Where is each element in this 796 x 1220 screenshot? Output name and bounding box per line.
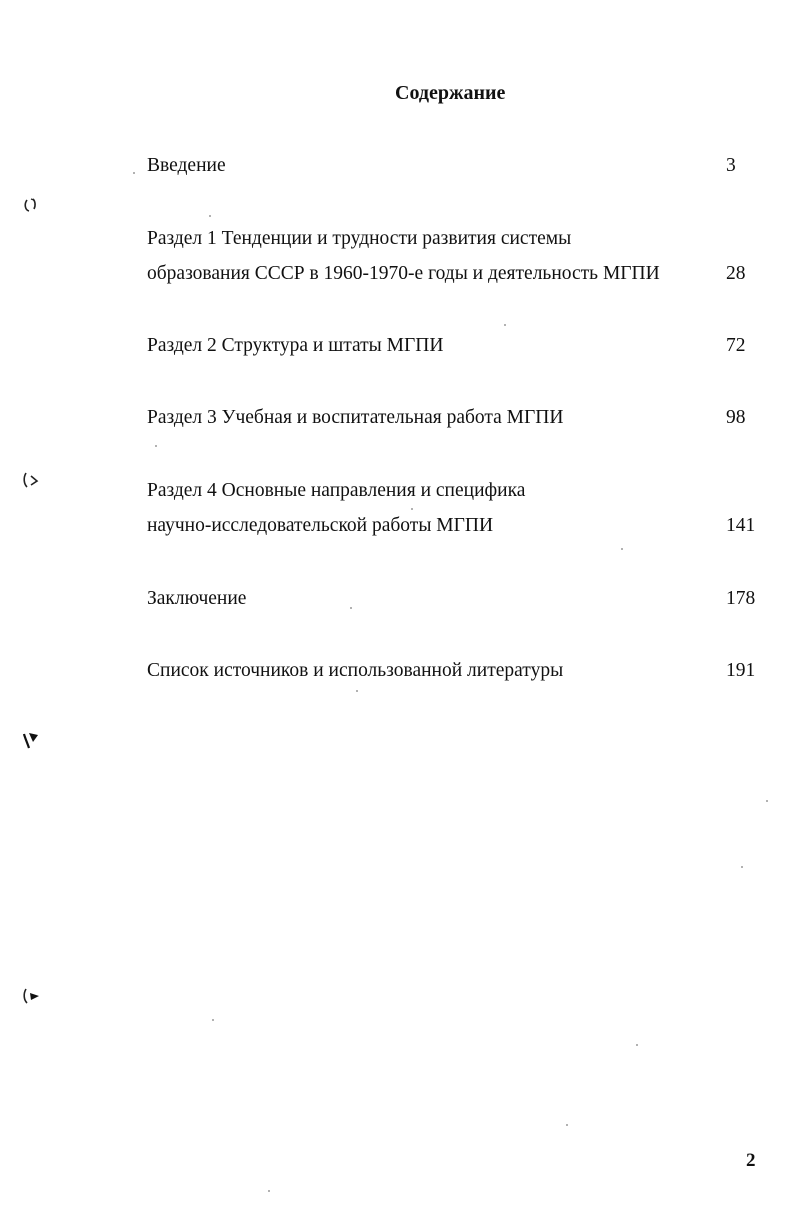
toc-entry-section-4-line-2: научно-исследовательской работы МГПИ	[147, 515, 494, 536]
binder-hole-mark-icon	[22, 986, 42, 1006]
scan-speck	[350, 607, 352, 609]
toc-title: Содержание	[395, 82, 506, 104]
scan-speck	[504, 324, 506, 326]
toc-entry-section-3-page: 98	[726, 407, 746, 428]
scan-speck	[155, 445, 157, 447]
scan-speck	[133, 172, 135, 174]
page-number: 2	[746, 1150, 756, 1171]
toc-entry-section-1-line-2: образования СССР в 1960-1970-е годы и деятельность МГПИ	[147, 263, 660, 284]
toc-entry-bibliography: Список источников и использованной литературы	[147, 660, 564, 681]
scan-speck	[636, 1044, 638, 1046]
toc-entry-section-4-page: 141	[726, 515, 756, 536]
scan-speck	[356, 690, 358, 692]
scan-speck	[212, 1019, 214, 1021]
scan-speck	[566, 1124, 568, 1126]
toc-entry-section-2-page: 72	[726, 335, 746, 356]
toc-entry-section-1-line-1: Раздел 1 Тенденции и трудности развития системы	[147, 228, 572, 249]
toc-entry-bibliography-page: 191	[726, 660, 756, 681]
toc-entry-conclusion: Заключение	[147, 588, 247, 609]
binder-hole-mark-icon	[22, 196, 42, 216]
binder-hole-mark-icon	[22, 730, 42, 750]
scan-speck	[411, 508, 413, 510]
scan-speck	[209, 215, 211, 217]
scan-speck	[621, 548, 623, 550]
scan-speck	[766, 800, 768, 802]
scan-speck	[741, 866, 743, 868]
binder-hole-mark-icon	[22, 470, 42, 490]
scan-speck	[268, 1190, 270, 1192]
toc-entry-conclusion-page: 178	[726, 588, 756, 609]
toc-entry-introduction: Введение	[147, 155, 226, 176]
toc-entry-introduction-page: 3	[726, 155, 736, 176]
toc-entry-section-1-page: 28	[726, 263, 746, 284]
toc-entry-section-3: Раздел 3 Учебная и воспитательная работа МГПИ	[147, 407, 564, 428]
toc-entry-section-2: Раздел 2 Структура и штаты МГПИ	[147, 335, 444, 356]
toc-entry-section-4-line-1: Раздел 4 Основные направления и специфика	[147, 480, 526, 501]
